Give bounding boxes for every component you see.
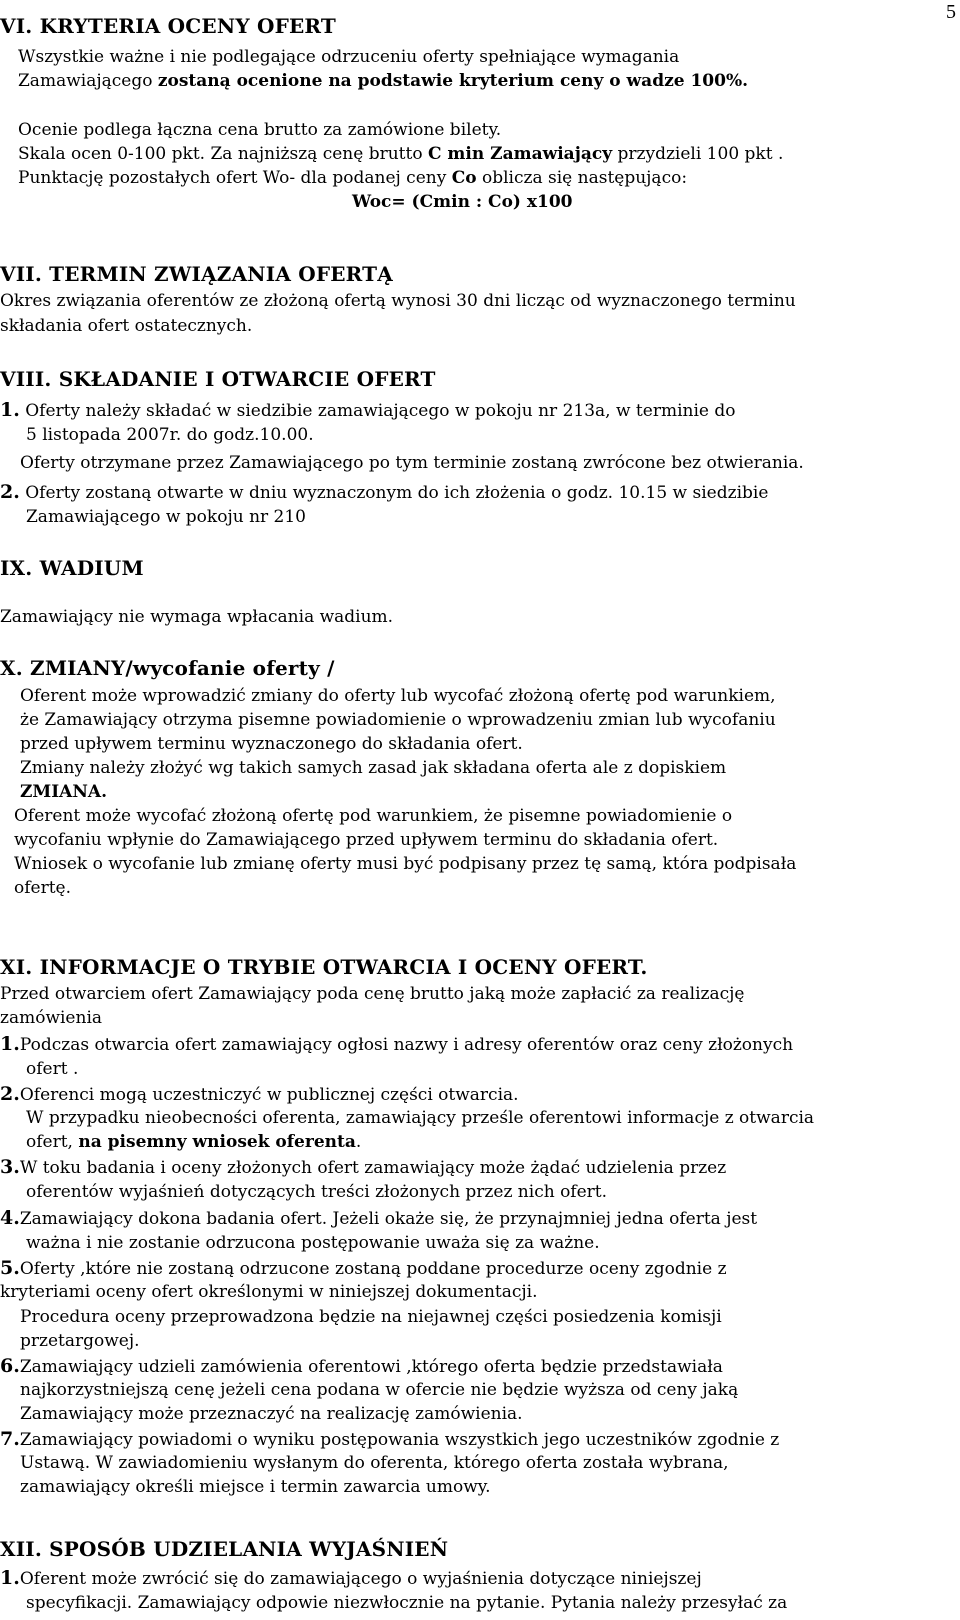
s11-item-1-line-1: 1.Podczas otwarcia ofert zamawiający ogłosi nazwy i adresy oferentów oraz ceny złożonych (0, 1033, 794, 1055)
s10-line-4: Zmiany należy złożyć wg takich samych zasad jak składana oferta ale z dopiskiem (20, 758, 727, 778)
s6-line-3: Ocenie podlega łączna cena brutto za zamówione bilety. (18, 120, 502, 140)
s12-item-1-line-2: specyfikacji. Zamawiający odpowie niezwłocznie na pytanie. Pytania należy przesyłać za (26, 1593, 788, 1613)
s11-item-5-line-4: przetargowej. (20, 1331, 140, 1351)
s11-item-7-line-1: 7.Zamawiający powiadomi o wyniku postępowania wszystkich jego uczestników zgodnie z (0, 1428, 780, 1450)
s9-line-1: Zamawiający nie wymaga wpłacania wadium. (0, 607, 394, 627)
s6-line-1: Wszystkie ważne i nie podlegające odrzuceniu oferty spełniające wymagania (18, 47, 680, 67)
s6-line-2: Zamawiającego zostaną ocenione na podstawie kryterium ceny o wadze 100%. (18, 71, 749, 91)
s11-item-2-line-1: 2.Oferenci mogą uczestniczyć w publicznej części otwarcia. (0, 1083, 519, 1105)
s8-item-2-line-2: Zamawiającego w pokoju nr 210 (26, 507, 306, 527)
s8-item-1-line-3: Oferty otrzymane przez Zamawiającego po tym terminie zostaną zwrócone bez otwierania. (20, 453, 804, 473)
s6-line-5: Punktację pozostałych ofert Wo- dla podanej ceny Co oblicza się następująco: (18, 168, 688, 188)
section-xii-heading: XII. SPOSÓB UDZIELANIA WYJAŚNIEŃ (0, 1537, 449, 1561)
s11-line-2: zamówienia (0, 1008, 103, 1028)
s11-item-5-line-1: 5.Oferty ,które nie zostaną odrzucone zostaną poddane procedurze oceny zgodnie z (0, 1257, 727, 1279)
s7-line-1: Okres związania oferentów ze złożoną ofertą wynosi 30 dni licząc od wyznaczonego terminu (0, 291, 796, 311)
s6-line-4: Skala ocen 0-100 pkt. Za najniższą cenę brutto C min Zamawiający przydzieli 100 pkt . (18, 144, 784, 164)
s10-line-5: ZMIANA. (20, 782, 108, 802)
s11-item-6-line-3: Zamawiający może przeznaczyć na realizację zamówienia. (20, 1404, 523, 1424)
s11-item-6-line-2: najkorzystniejszą cenę jeżeli cena podana w ofercie nie będzie wyższa od ceny jaką (20, 1380, 739, 1400)
s11-item-5-line-2: kryteriami oceny ofert określonymi w niniejszej dokumentacji. (0, 1282, 538, 1302)
s11-item-2-line-2: W przypadku nieobecności oferenta, zamawiający prześle oferentowi informacje z otwarcia (26, 1108, 815, 1128)
s10-line-8: Wniosek o wycofanie lub zmianę oferty musi być podpisany przez tę samą, która podpisała (14, 854, 797, 874)
section-vii-heading: VII. TERMIN ZWIĄZANIA OFERTĄ (0, 262, 393, 286)
section-vi-heading: VI. KRYTERIA OCENY OFERT (0, 14, 336, 38)
section-xi-heading: XI. INFORMACJE O TRYBIE OTWARCIA I OCENY OFERT. (0, 955, 648, 979)
s11-item-3-line-1: 3.W toku badania i oceny złożonych ofert zamawiający może żądać udzielenia przez (0, 1156, 727, 1178)
s11-item-4-line-1: 4.Zamawiający dokona badania ofert. Jeżeli okaże się, że przynajmniej jedna oferta jest (0, 1207, 758, 1229)
s10-line-7: wycofaniu wpłynie do Zamawiającego przed upływem terminu do składania ofert. (14, 830, 719, 850)
s8-item-1-line-2: 5 listopada 2007r. do godz.10.00. (26, 425, 314, 445)
s10-line-1: Oferent może wprowadzić zmiany do oferty lub wycofać złożoną ofertę pod warunkiem, (20, 686, 776, 706)
section-ix-heading: IX. WADIUM (0, 556, 144, 580)
s11-item-1-line-2: ofert . (26, 1059, 79, 1079)
s10-line-6: Oferent może wycofać złożoną ofertę pod warunkiem, że pisemne powiadomienie o (14, 806, 733, 826)
s7-line-2: składania ofert ostatecznych. (0, 316, 253, 336)
s10-line-3: przed upływem terminu wyznaczonego do składania ofert. (20, 734, 523, 754)
s10-line-2: że Zamawiający otrzyma pisemne powiadomienie o wprowadzeniu zmian lub wycofaniu (20, 710, 776, 730)
s11-item-6-line-1: 6.Zamawiający udzieli zamówienia oferentowi ,którego oferta będzie przedstawiała (0, 1355, 723, 1377)
s6-formula: Woc= (Cmin : Co) x100 (352, 192, 573, 212)
s11-item-5-line-3: Procedura oceny przeprowadzona będzie na niejawnej części posiedzenia komisji (20, 1307, 722, 1327)
page-number: 5 (946, 1, 956, 23)
section-viii-heading: VIII. SKŁADANIE I OTWARCIE OFERT (0, 367, 436, 391)
s12-item-1-line-1: 1.Oferent może zwrócić się do zamawiającego o wyjaśnienia dotyczące niniejszej (0, 1567, 702, 1589)
s11-item-7-line-3: zamawiający określi miejsce i termin zawarcia umowy. (20, 1477, 491, 1497)
s10-line-9: ofertę. (14, 878, 72, 898)
s11-line-1: Przed otwarciem ofert Zamawiający poda cenę brutto jaką może zapłacić za realizację (0, 984, 745, 1004)
s11-item-2-line-3: ofert, na pisemny wniosek oferenta. (26, 1132, 362, 1152)
section-x-heading: X. ZMIANY/wycofanie oferty / (0, 656, 335, 680)
s11-item-4-line-2: ważna i nie zostanie odrzucona postępowanie uważa się za ważne. (26, 1233, 600, 1253)
s11-item-7-line-2: Ustawą. W zawiadomieniu wysłanym do oferenta, którego oferta została wybrana, (20, 1453, 729, 1473)
s11-item-3-line-2: oferentów wyjaśnień dotyczących treści złożonych przez nich ofert. (26, 1182, 608, 1202)
s8-item-2-line-1: 2. Oferty zostaną otwarte w dniu wyznaczonym do ich złożenia o godz. 10.15 w siedzibie (0, 481, 769, 503)
s8-item-1-line-1: 1. Oferty należy składać w siedzibie zamawiającego w pokoju nr 213a, w terminie do (0, 399, 736, 421)
